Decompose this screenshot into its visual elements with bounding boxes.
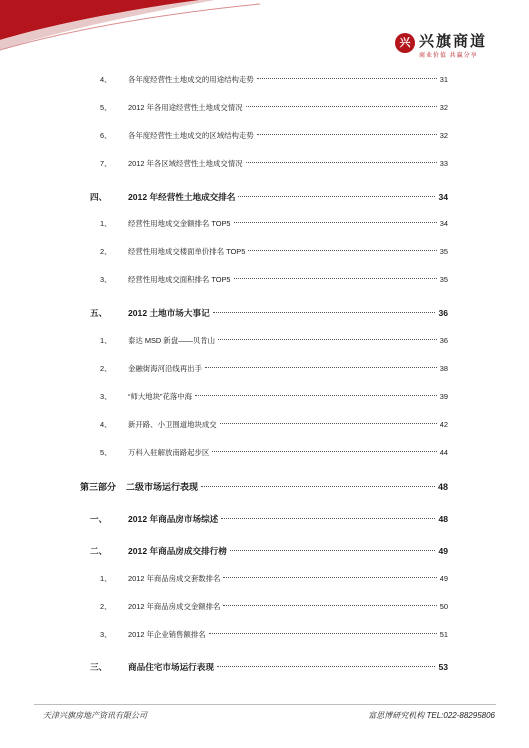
- toc-entry-title: 2012 年各区域经营性土地成交情况: [128, 159, 243, 168]
- toc-dot-leader: [257, 78, 437, 79]
- toc-entry[interactable]: [90, 545, 448, 557]
- toc-entry-title: 2012 年商品房成交排行榜: [128, 546, 227, 556]
- toc-entry-page: 33: [439, 159, 448, 168]
- toc-entry[interactable]: [100, 158, 448, 169]
- toc-entry-title: 2012 年商品房成交套数排名: [128, 574, 221, 583]
- toc-dot-leader: [234, 222, 437, 223]
- toc-entry-page: 34: [438, 192, 448, 202]
- toc-entry-page: 49: [438, 546, 448, 556]
- toc-entry-page: 34: [439, 219, 448, 228]
- toc-dot-leader: [238, 196, 435, 197]
- toc-entry[interactable]: [100, 102, 448, 113]
- toc-entry-page: 32: [439, 131, 448, 140]
- toc-entry[interactable]: [100, 573, 448, 584]
- toc-dot-leader: [221, 518, 435, 519]
- toc-entry-number: 3、: [100, 630, 112, 639]
- toc-entry-title: 各年度经营性土地成交的用途结构走势: [128, 75, 254, 84]
- toc-entry[interactable]: [100, 130, 448, 141]
- toc-entry-page: 50: [439, 602, 448, 611]
- footer-divider: [34, 704, 496, 705]
- toc-entry-page: 31: [439, 75, 448, 84]
- toc-entry-title: 经营性用地成交面积排名 TOP5: [128, 275, 231, 284]
- toc-entry-number: 2、: [100, 364, 112, 373]
- toc-entry[interactable]: [100, 447, 448, 458]
- toc-entry-page: 53: [438, 662, 448, 672]
- toc-dot-leader: [246, 106, 437, 107]
- toc-dot-leader: [257, 134, 437, 135]
- toc-entry-page: 36: [438, 308, 448, 318]
- toc-entry-title: 2012 年企业销售额排名: [128, 630, 206, 639]
- toc-entry-title: 泰达 MSD 新盘——贝肯山: [128, 336, 216, 345]
- toc-entry-page: 42: [439, 420, 448, 429]
- toc-entry-number: 二、: [90, 546, 108, 556]
- toc-dot-leader: [209, 633, 437, 634]
- toc-entry-page: 51: [439, 630, 448, 639]
- toc-entry[interactable]: [100, 274, 448, 285]
- toc-entry-number: 5、: [100, 103, 112, 112]
- toc-entry-title: 2012 年商品房市场综述: [128, 514, 219, 524]
- toc-entry-page: 48: [437, 482, 448, 492]
- brand-logo: [395, 33, 487, 59]
- toc-entry-title: “师大地块”花落中海: [128, 392, 193, 401]
- toc-entry-page: 38: [439, 364, 448, 373]
- toc-entry[interactable]: [100, 391, 448, 402]
- toc-entry-page: 48: [438, 514, 448, 524]
- toc-entry-title: 经营性用地成交金额排名 TOP5: [128, 219, 231, 228]
- toc-entry-number: 2、: [100, 602, 112, 611]
- toc-entry-page: 39: [439, 392, 448, 401]
- toc-dot-leader: [234, 278, 437, 279]
- toc-entry[interactable]: [100, 363, 448, 374]
- toc-entry-title: 2012 年经营性土地成交排名: [128, 192, 236, 202]
- toc-entry-title: 万科入驻解放南路起步区: [128, 448, 210, 457]
- toc-entry-number: 第三部分: [80, 482, 117, 492]
- toc-dot-leader: [217, 666, 435, 667]
- footer-contact: 富思博研究机构 TEL:022-88295806: [368, 711, 495, 720]
- toc-dot-leader: [213, 312, 436, 313]
- toc-dot-leader: [246, 162, 437, 163]
- footer-company: 天津兴旗房地产资讯有限公司: [43, 711, 147, 720]
- toc-entry-number: 1、: [100, 336, 112, 345]
- toc-dot-leader: [195, 395, 437, 396]
- toc-entry-page: 35: [439, 275, 448, 284]
- brand-title: 兴旗商道: [419, 32, 488, 50]
- toc-dot-leader: [223, 577, 436, 578]
- toc-dot-leader: [212, 451, 436, 452]
- toc-entry-page: 35: [439, 247, 448, 256]
- toc-entry-number: 1、: [100, 219, 112, 228]
- toc-entry-title: 各年度经营性土地成交的区域结构走势: [128, 131, 254, 140]
- toc-entry-number: 三、: [90, 662, 108, 672]
- toc-entry-title: 金融街海河沿线再出手: [128, 364, 202, 373]
- toc-entry-title: 二级市场运行表现: [126, 482, 199, 492]
- toc-entry-title: 经营性用地成交楼面单价排名 TOP5: [128, 247, 246, 256]
- toc-entry-page: 32: [439, 103, 448, 112]
- toc-entry-title: 新开路、小卫围道地块成交: [128, 420, 217, 429]
- toc-dot-leader: [248, 250, 436, 251]
- toc-entry-page: 36: [439, 336, 448, 345]
- toc-entry-page: 44: [439, 448, 448, 457]
- toc-dot-leader: [201, 486, 435, 487]
- toc-entry-title: 2012 年各用途经营性土地成交情况: [128, 103, 243, 112]
- toc-entry-number: 2、: [100, 247, 112, 256]
- brand-seal-icon: 兴: [395, 33, 415, 53]
- toc-entry[interactable]: [100, 246, 448, 257]
- toc-entry-number: 7、: [100, 159, 112, 168]
- toc-entry-number: 5、: [100, 448, 112, 457]
- toc-entry[interactable]: [100, 74, 448, 85]
- toc-entry[interactable]: [100, 335, 448, 346]
- toc-entry-number: 6、: [100, 131, 112, 140]
- toc-entry[interactable]: [100, 419, 448, 430]
- toc-entry-number: 四、: [90, 192, 108, 202]
- toc-entry-title: 商品住宅市场运行表现: [128, 662, 214, 672]
- toc-dot-leader: [205, 367, 437, 368]
- toc-dot-leader: [220, 423, 437, 424]
- toc-entry[interactable]: [100, 601, 448, 612]
- toc-entry-title: 2012 土地市场大事记: [128, 308, 210, 318]
- toc-entry-number: 4、: [100, 75, 112, 84]
- toc-entry[interactable]: [80, 480, 448, 493]
- toc-entry-number: 1、: [100, 574, 112, 583]
- toc-entry-title: 2012 年商品房成交金额排名: [128, 602, 221, 611]
- toc-dot-leader: [218, 339, 437, 340]
- toc-entry[interactable]: [90, 307, 448, 319]
- toc-entry-number: 4、: [100, 420, 112, 429]
- toc-entry[interactable]: [90, 513, 448, 525]
- toc-entry[interactable]: [90, 191, 448, 203]
- brand-slogan: 商业价值 共赢分享: [419, 53, 478, 59]
- toc-dot-leader: [230, 550, 436, 551]
- toc-entry[interactable]: [100, 218, 448, 229]
- toc-entry[interactable]: [90, 661, 448, 673]
- toc-entry-number: 3、: [100, 275, 112, 284]
- toc-entry-number: 一、: [90, 514, 108, 524]
- toc-entry[interactable]: [100, 629, 448, 640]
- toc-entry-number: 3、: [100, 392, 112, 401]
- toc-dot-leader: [223, 605, 436, 606]
- toc-entry-number: 五、: [90, 308, 108, 318]
- toc-entry-page: 49: [439, 574, 448, 583]
